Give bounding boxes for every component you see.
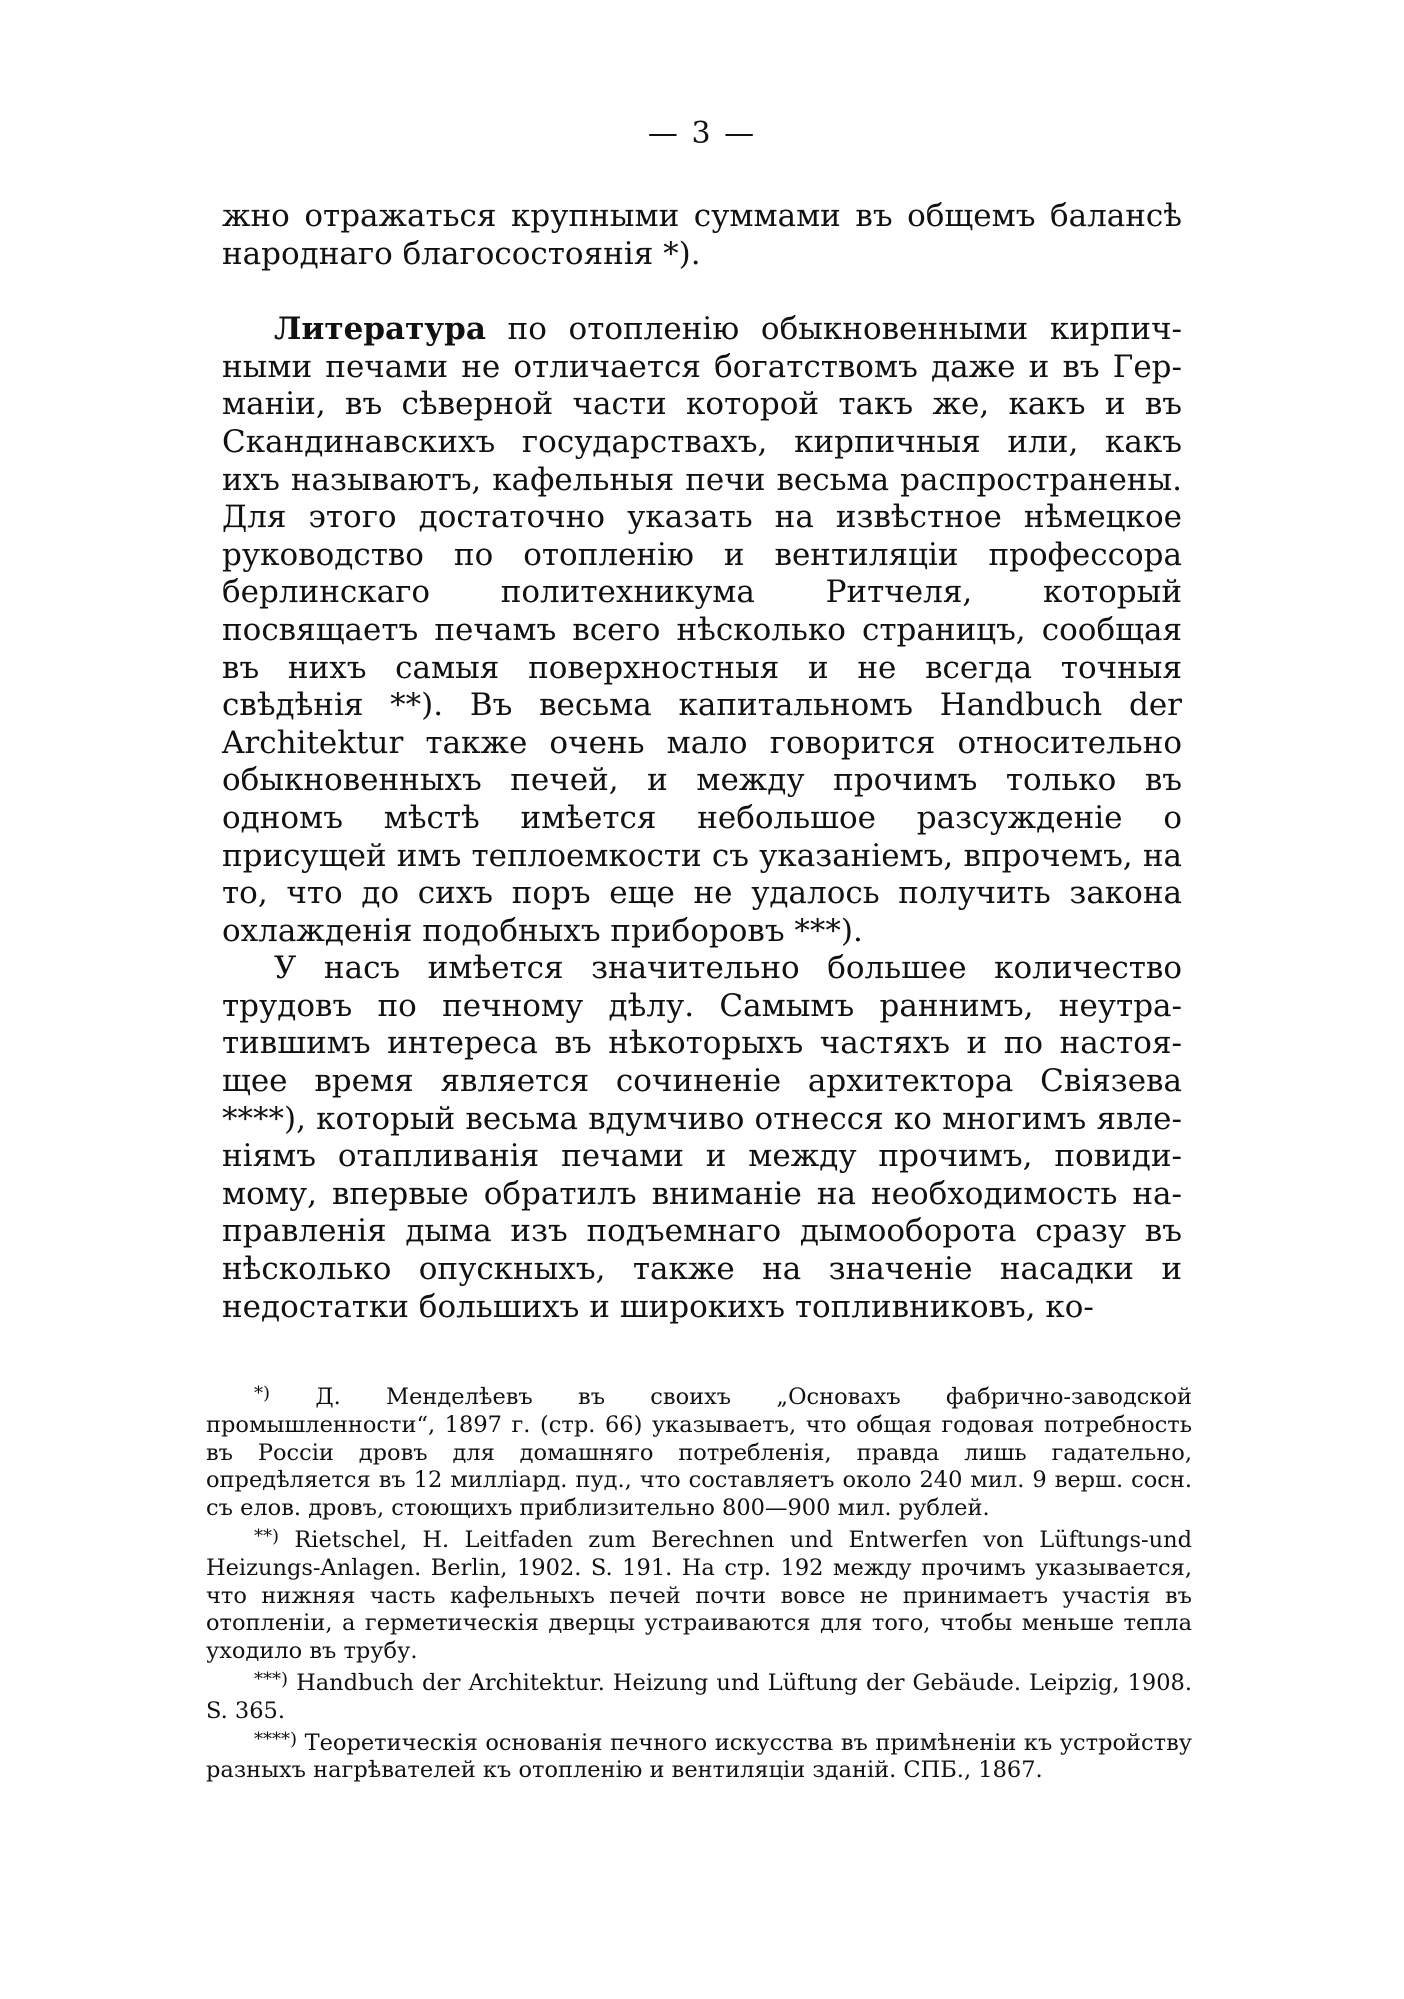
main-text bbox=[222, 198, 1182, 1326]
paragraph-1: жно отражаться крупными суммами въ общемъ балансѣ народнаго благосостоянія *). bbox=[222, 198, 1182, 272]
paragraph-2-lead: Литература bbox=[274, 311, 486, 348]
footnote-text: Теоретическія основанія печного искусства въ примѣненіи къ устройству разныхъ нагрѣвателей къ отопленію и вентиляціи зданій. СПБ., 1867. bbox=[206, 1729, 1192, 1784]
footnote-text: Rietschel, H. Leitfaden zum Berechnen und Entwerfen von Lüftungs-und Heizungs-Anlagen. Berlin, 1902. S. 191. На стр. 192 между прочимъ указывается, что нижняя часть кафельныхъ печей почти вовсе не принимаетъ участія въ отопленіи, а герметическія дверцы устраиваются для того, чтобы меньше тепла уходило въ трубу. bbox=[206, 1526, 1192, 1665]
page-number: — 3 — bbox=[647, 116, 757, 151]
footnote-marker: **) bbox=[254, 1525, 280, 1547]
footnote-marker: ****) bbox=[254, 1728, 298, 1750]
footnote-1 bbox=[206, 1380, 1192, 1523]
footnote-text: Handbuch der Architektur. Heizung und Lüftung der Gebäude. Leipzig, 1908. S. 365. bbox=[206, 1669, 1192, 1724]
footnote-4 bbox=[206, 1726, 1192, 1786]
footnote-2 bbox=[206, 1523, 1192, 1666]
footnote-text: Д. Менделѣевъ въ своихъ „Основахъ фабрично-заводской промышленности“, 1897 г. (стр. 66) указываетъ, что общая годовая потребность въ Россіи дровъ для домашняго потребленія, правда лишь гадательно, опредѣляется въ 12 милліард. пуд., что составляетъ около 240 мил. 9 верш. сосн. съ елов. дровъ, стоющихъ приблизительно 800—900 мил. рублей. bbox=[206, 1384, 1192, 1522]
footnote-marker: ***) bbox=[254, 1668, 289, 1690]
footnote-marker: *) bbox=[254, 1383, 271, 1404]
paragraph-2-text: по отопленію обыкновенными кирпичными печами не отличается богатствомъ даже и въ Германіи, въ сѣверной части которой такъ же, какъ и въ Скандинавскихъ государствахъ, кирпичныя или, какъ ихъ называютъ, кафельныя печи весьма распространены. Для этого достаточно указать на извѣстное нѣмецкое руководство по отопленію и вентиляціи профессора берлинскаго политехникума Ритчеля, который посвящаетъ печамъ всего нѣсколько страницъ, сообщая въ нихъ самыя поверхностныя и не всегда точныя свѣдѣнія **). Въ весьма капитальномъ Handbuch der Architektur также очень мало говорится относительно обыкновенныхъ печей, и между прочимъ только въ одномъ мѣстѣ имѣется небольшое разсужденіе о присущей имъ теплоемкости съ указаніемъ, впрочемъ, на то, что до сихъ поръ еще не удалось получить закона охлажденія подобныхъ приборовъ ***). bbox=[222, 311, 1182, 949]
paragraph-3: У насъ имѣется значительно большее количество трудовъ по печному дѣлу. Самымъ раннимъ, неутратившимъ интереса въ нѣкоторыхъ частяхъ и по настоящее время является сочиненіе архитектора Свіязева ****), который весьма вдумчиво отнесся ко многимъ явленіямъ отапливанія печами и между прочимъ, повидимому, впервые обратилъ вниманіе на необходимость направленія дыма изъ подъемнаго дымооборота сразу въ нѣсколько опускныхъ, также на значеніе насадки и недостатки большихъ и широкихъ топливниковъ, ко- bbox=[222, 950, 1182, 1325]
footnote-3 bbox=[206, 1666, 1192, 1726]
paragraph-2 bbox=[222, 311, 1182, 950]
footnotes bbox=[206, 1380, 1192, 1785]
